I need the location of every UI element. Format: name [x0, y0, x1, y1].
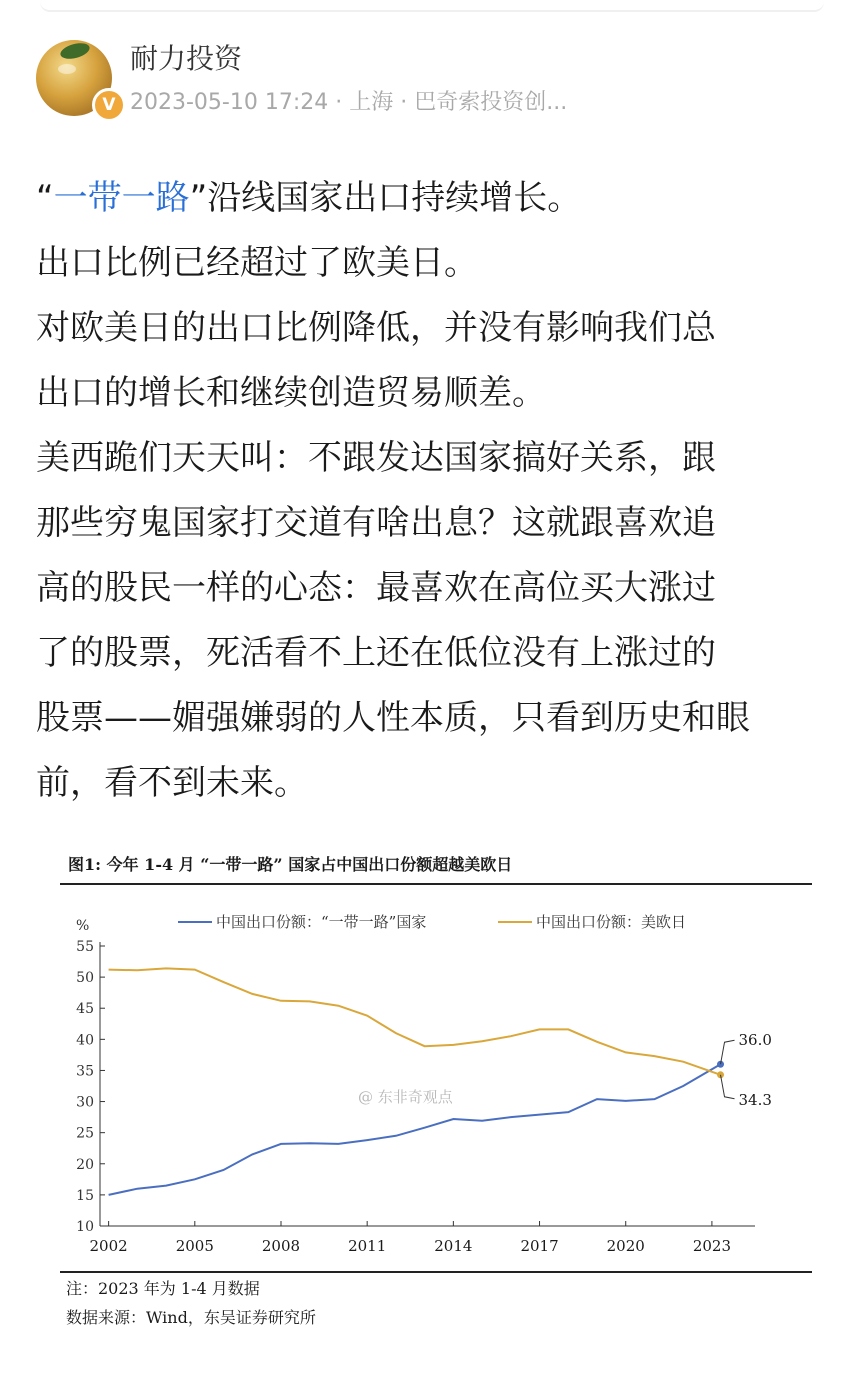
series-line-belt-road [109, 1064, 721, 1195]
x-tick-label: 2005 [175, 1237, 214, 1255]
topic-close-quote: ” [189, 178, 208, 218]
post-line: 美西跪们天天叫：不跟发达国家搞好关系，跟 [36, 438, 716, 478]
annotation-label: 34.3 [738, 1090, 772, 1109]
y-tick-label: 45 [76, 1001, 94, 1018]
topic-link[interactable]: 一带一路 [53, 178, 190, 218]
post-line: 股票——媚强嫌弱的人性本质，只看到历史和眼 [36, 698, 750, 738]
watermark: @ 东非奇观点 [358, 1088, 453, 1106]
post-line: 对欧美日的出口比例降低，并没有影响我们总 [36, 308, 716, 348]
post-line: 高的股民一样的心态：最喜欢在高位买大涨过 [36, 568, 716, 608]
x-tick-label: 2023 [692, 1237, 732, 1255]
chart-series [109, 968, 724, 1195]
y-tick-label: 25 [76, 1125, 94, 1142]
chart-source: 数据来源：Wind，东吴证券研究所 [66, 1308, 316, 1327]
x-tick-label: 2020 [606, 1237, 645, 1255]
annotation-leader [721, 1040, 735, 1064]
avatar-shine [58, 64, 76, 74]
y-tick-label: 50 [76, 970, 94, 987]
chart-note: 注：2023 年为 1-4 月数据 [66, 1279, 260, 1298]
x-tick-label: 2002 [89, 1237, 128, 1255]
chart-legend [178, 913, 686, 931]
post-line: 前，看不到未来。 [36, 763, 308, 803]
chart-annotations [721, 1031, 772, 1109]
chart-svg [60, 840, 820, 1340]
post-image-chart[interactable] [60, 840, 820, 1340]
x-tick-label: 2008 [261, 1237, 301, 1255]
series-line-us-eu-jp [109, 968, 721, 1074]
y-tick-label: 30 [76, 1094, 94, 1111]
legend-label: 中国出口份额：美欧日 [536, 913, 687, 931]
post-line: 那些穷鬼国家打交道有啥出息？这就跟喜欢追 [36, 503, 716, 543]
post-text [36, 166, 836, 816]
y-tick-label: 15 [76, 1187, 94, 1204]
chart-title: 图1: 今年 1-4 月 “一带一路” 国家占中国出口份额超越美欧日 [68, 855, 513, 874]
top-edge [40, 0, 824, 12]
post-line-1-rest: 沿线国家出口持续增长。 [207, 178, 582, 218]
post-line: 出口的增长和继续创造贸易顺差。 [36, 373, 546, 413]
annotation-leader [721, 1075, 735, 1099]
verified-badge-icon: V [92, 88, 126, 122]
post-line-1 [36, 166, 836, 231]
y-tick-label: 10 [76, 1219, 94, 1235]
avatar-leaf [59, 40, 92, 61]
post-line: 了的股票，死活看不上还在低位没有上涨过的 [36, 633, 716, 673]
x-tick-label: 2017 [520, 1237, 559, 1255]
post-line: 出口比例已经超过了欧美日。 [36, 243, 478, 283]
legend-label: 中国出口份额：“一带一路”国家 [216, 913, 427, 931]
y-tick-label: 40 [76, 1032, 94, 1049]
annotation-label: 36.0 [738, 1031, 772, 1050]
x-tick-label: 2011 [348, 1237, 387, 1255]
y-tick-label: 20 [76, 1156, 94, 1173]
post-meta: 2023-05-10 17:24 · 上海 · 巴奇索投资创... [130, 90, 568, 115]
x-tick-label: 2014 [434, 1237, 473, 1255]
y-tick-label: 55 [76, 939, 94, 955]
y-tick-label: 35 [76, 1063, 94, 1080]
y-axis-unit: % [76, 918, 90, 934]
topic-open-quote: “ [36, 178, 54, 218]
author-name[interactable]: 耐力投资 [130, 42, 243, 75]
